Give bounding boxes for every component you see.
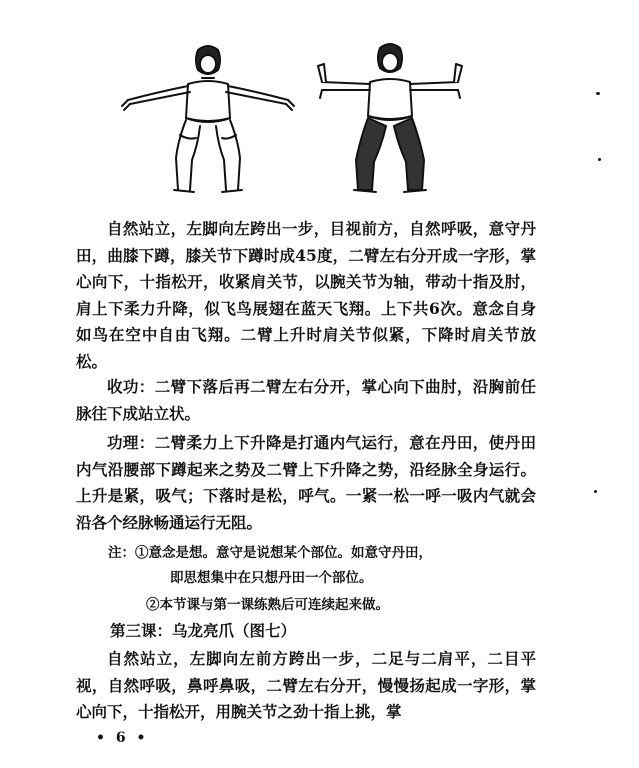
section-heading: 第三课：乌龙亮爪（图七） — [110, 621, 297, 640]
scan-speck — [594, 490, 597, 493]
paragraph-method: 自然站立，左脚向左跨出一步，目视前方，自然呼吸，意守丹田，曲膝下蹲，膝关节下蹲时成45度，二臂左右分开成一字形，掌心向下，十指松开，收紧肩关节，以腕关节为轴，带动十指及肘，肩上下柔力升降，似飞鸟展翅在蓝天飞翔。上下共6次。意念自身如鸟在空中自由飞翔。二臂上升时肩关节似紧，下降时肩关节放松。 — [76, 219, 536, 371]
note-1-line-1: 注：①意念是想。意守是说想某个部位。如意守丹田， — [108, 545, 432, 561]
note-1-line-2: 即思想集中在只想丹田一个部位。 — [170, 570, 373, 586]
exercise-figure-right — [300, 40, 480, 200]
paragraph-closing: 收功：二臂下落后再二臂左右分开，掌心向下曲肘，沿胸前任脉往下成站立状。 — [76, 377, 536, 423]
note-2: ②本节课与第一课练熟后可连续起来做。 — [146, 597, 389, 613]
page-number: • 6 • — [96, 730, 149, 746]
paragraph-lesson-three: 自然站立，左脚向左前方跨出一步，二足与二肩平，二目平视，自然呼吸，鼻呼鼻吸，二臂左右分开，慢慢扬起成一字形，掌心向下，十指松开，用腕关节之劲十指上挑，掌 — [76, 649, 536, 721]
scan-speck — [596, 92, 600, 95]
exercise-figure-left — [118, 40, 298, 200]
paragraph-principle: 功理：二臂柔力上下升降是打通内气运行，意在丹田，使丹田内气沿腰部下蹲起来之势及二臂上下升降之势，沿经脉全身运行。上升是紧，吸气；下落时是松，呼气。一紧一松一呼一吸内气就会沿各个经脉畅通运行无阻。 — [76, 433, 536, 532]
scan-speck — [598, 158, 601, 161]
